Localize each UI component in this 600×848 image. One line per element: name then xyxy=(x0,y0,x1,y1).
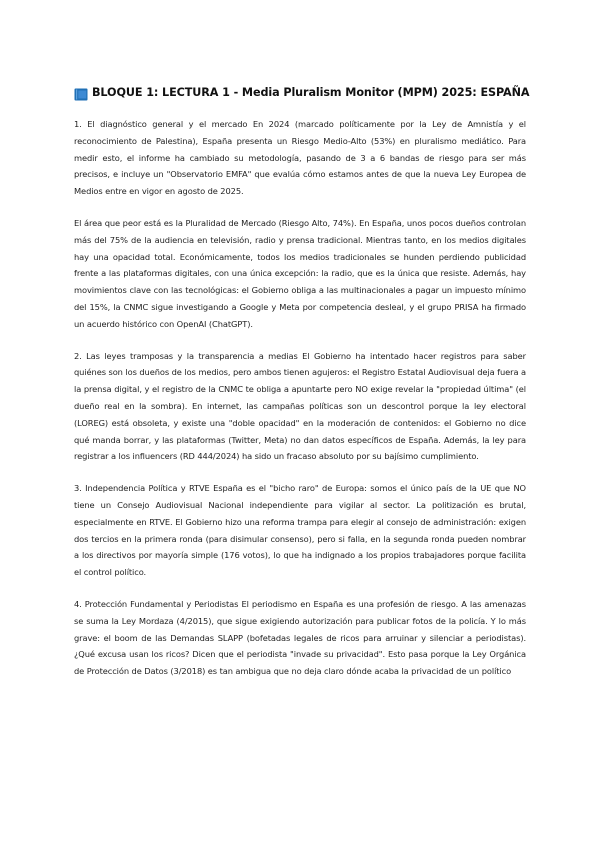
document-title: BLOQUE 1: LECTURA 1 - Media Pluralism Monitor (MPM) 2025: ESPAÑA xyxy=(92,86,530,99)
paragraph-4: 3. Independencia Política y RTVE España es el "bicho raro" de Europa: somos el único país de la UE que NO tiene un Consejo Audiovisual Nacional independiente para vigilar al sector. La politización es brutal, especialmente en RTVE. El Gobierno hizo una reforma trampa para elegir al consejo de administración: exigen dos tercios en la primera ronda (para disimular consenso), pero si falla, en la segunda ronda pueden nombrar a los directivos por mayoría simple (176 votos), lo que ha indignado a los propios trabajadores porque facilita el control político. xyxy=(74,483,526,578)
paragraph-5: 4. Protección Fundamental y Periodistas El periodismo en España es una profesión de riesgo. A las amenazas se suma la Ley Mordaza (4/2015), que sigue exigiendo autorización para publicar fotos de la policía. Y lo más grave: el boom de las Demandas SLAPP (bofetadas legales de ricos para arruinar y silenciar a periodistas). ¿Qué excusa usan los ricos? Dicen que el periodista "invade su privacidad". Esto pasa porque la Ley Orgánica de Protección de Datos (3/2018) es tan ambigua que no deja claro dónde acaba la privacidad de un político xyxy=(74,598,526,677)
paragraph-3: 2. Las leyes tramposas y la transparencia a medias El Gobierno ha intentado hacer registros para saber quiénes son los dueños de los medios, pero ambos tienen agujeros: el Registro Estatal Audiovisual deja fuera a la prensa digital, y el registro de la CNMC te obliga a apuntarte pero NO exige revelar la "propiedad última" (el dueño real en la sombra). En internet, las campañas políticas son un descontrol porque la ley electoral (LOREG) está obsoleta, y existe una "doble opacidad" en la moderación de contenidos: el Gobierno no dice qué manda borrar, y las plataformas (Twitter, Meta) no dan datos específicos de España. Además, la ley para registrar a los influencers (RD 444/2024) ha sido un fracaso absoluto por su bajísimo cumplimiento. xyxy=(74,350,526,462)
paragraph-2: El área que peor está es la Pluralidad de Mercado (Riesgo Alto, 74%). En España, unos pocos dueños controlan más del 75% de la audiencia en televisión, radio y prensa tradicional. Mientras tanto, en los medios digitales hay una opacidad total. Económicamente, todos los medios tradicionales se hunden perdiendo publicidad frente a las plataformas digitales, con una única excepción: la radio, que es la única que resiste. Además, hay movimientos clave con las tecnológicas: el Gobierno obliga a las multinacionales a pagar un impuesto mínimo del 15%, la CNMC sigue investigando a Google y Meta por competencia desleal, y el grupo PRISA ha firmado un acuerdo histórico con OpenAI (ChatGPT). xyxy=(74,217,526,329)
blue-book-icon xyxy=(74,86,88,99)
paragraph-1: 1. El diagnóstico general y el mercado En 2024 (marcado políticamente por la Ley de Amnistía y el reconocimiento de Palestina), España presenta un Riesgo Medio-Alto (53%) en pluralismo mediático. Para medir esto, el informe ha cambiado su metodología, pasando de 3 a 6 bandas de riesgo para ser más precisos, e incluye un "Observatorio EMFA" que evalúa cómo estamos antes de que la nueva Ley Europea de Medios entre en vigor en agosto de 2025. xyxy=(74,119,526,197)
title-row xyxy=(74,86,530,99)
document-page xyxy=(74,86,530,695)
